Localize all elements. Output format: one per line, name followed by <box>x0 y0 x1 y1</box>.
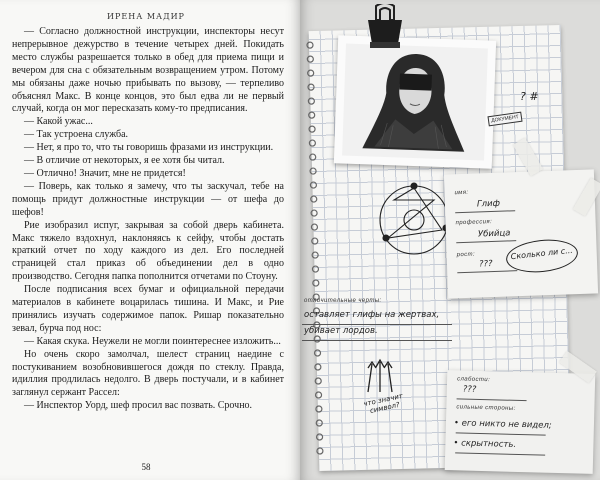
body-text <box>12 26 284 413</box>
paragraph: — Отлично! Значит, мне не придется! <box>24 167 186 179</box>
rule <box>457 270 517 273</box>
rule <box>455 210 515 213</box>
glyph-sigil-icon <box>372 178 456 262</box>
strengths-item: • скрытность. <box>453 438 517 450</box>
binder-clip-icon <box>364 4 406 52</box>
weaknesses-value: ??? <box>462 384 477 395</box>
paragraph: — В отличие от некоторых, я ее хотя бы читал. <box>24 155 225 167</box>
paragraph: Рие изобразил испуг, закрывая за собой дверь кабинета. Макс тяжело вздохнул, наклоняясь к сейфу, чтобы достать краткий отчет по ходу каждого из дел. Его последней страницей стал приказ об объединении дел в одно производство. Сегодня папка пополнится отчетами по Стоуну. <box>12 219 284 283</box>
profession-label: профессия: <box>455 219 493 227</box>
distinctive-value-line2: убивает лордов. <box>304 326 378 336</box>
rule <box>302 324 452 325</box>
bubble-text: Сколько ли с... <box>510 245 574 262</box>
running-head: ИРЕНА МАДИР <box>107 12 185 21</box>
paragraph: — Согласно должностной инструкции, инспекторы несут непрерывное дежурство в течение четырех дней. Покидать место службы разрешается только в обед для приема пищи и вечером для сна с обязательным возвращением утром. Потому мы обязаны даже ночью прибывать по вызову, — терпеливо объяснял Макс. В конце концов, это был едва ли не первый случай, когда он мог пересказать кому-то предписания. <box>12 26 284 115</box>
name-value: Глиф <box>476 198 501 210</box>
arrows-doodle-icon <box>360 358 400 394</box>
paragraph: Но очень скоро замолчал, шелест страниц наедине с постукиванием возобновившегося дождя по стеклу. Правда, идиллия продлилась недолго. В дверь постучали, и в кабинет заглянул сержант Рассел: <box>12 348 284 399</box>
profile-note <box>444 169 598 298</box>
paragraph: После подписания всех бумаг и официальной передачи материалов в кабинете воцарилась тишина. И Макс, и Рие принялись изучать содержимое папок. Ришар показательно зевал, бурча под нос: <box>12 284 284 334</box>
weaknesses-label: слабости: <box>457 376 491 384</box>
profession-value: Убийца <box>477 228 511 240</box>
rule <box>456 432 546 435</box>
paragraph: — Какой ужас... <box>24 116 93 128</box>
paragraph: — Поверь, как только я замечу, что ты заскучал, тебе на помощь придут должностные инструкции — от шефа до шефов! <box>12 180 284 218</box>
rule <box>302 340 452 341</box>
paragraph: — Так устроена служба. <box>24 129 129 141</box>
distinctive-value-line1: оставляет глифы на жертвах, <box>304 310 440 320</box>
rule <box>455 452 545 455</box>
paragraph: — Инспектор Уорд, шеф просил вас позвать. Срочно. <box>24 400 253 412</box>
traits-note <box>445 370 596 474</box>
paragraph: — Какая скука. Неужели не могли поинтереснее изложить... <box>24 335 281 347</box>
distinctive-features-note <box>294 292 504 350</box>
doodle-question: что значит символ? <box>362 392 404 415</box>
paragraph: — Нет, я про то, что ты говоришь фразами из инструкции. <box>24 142 274 154</box>
height-label: рост: <box>456 251 476 259</box>
name-label: имя: <box>454 189 469 197</box>
spiral-binding-icon <box>304 37 327 467</box>
photo-tag: ДОКУМЕНТ <box>487 112 522 127</box>
suspect-photo <box>334 35 496 168</box>
page-number: 58 <box>141 462 151 472</box>
strengths-item: • его никто не видел; <box>453 418 552 431</box>
strengths-label: сильные стороны: <box>456 404 516 412</box>
rule <box>457 398 527 401</box>
doodle-mark: ? # <box>520 90 539 103</box>
hooded-figure-icon <box>334 35 496 168</box>
height-value: ??? <box>478 259 493 270</box>
rule <box>456 240 516 243</box>
distinctive-label: отличительные черты: <box>304 298 382 304</box>
